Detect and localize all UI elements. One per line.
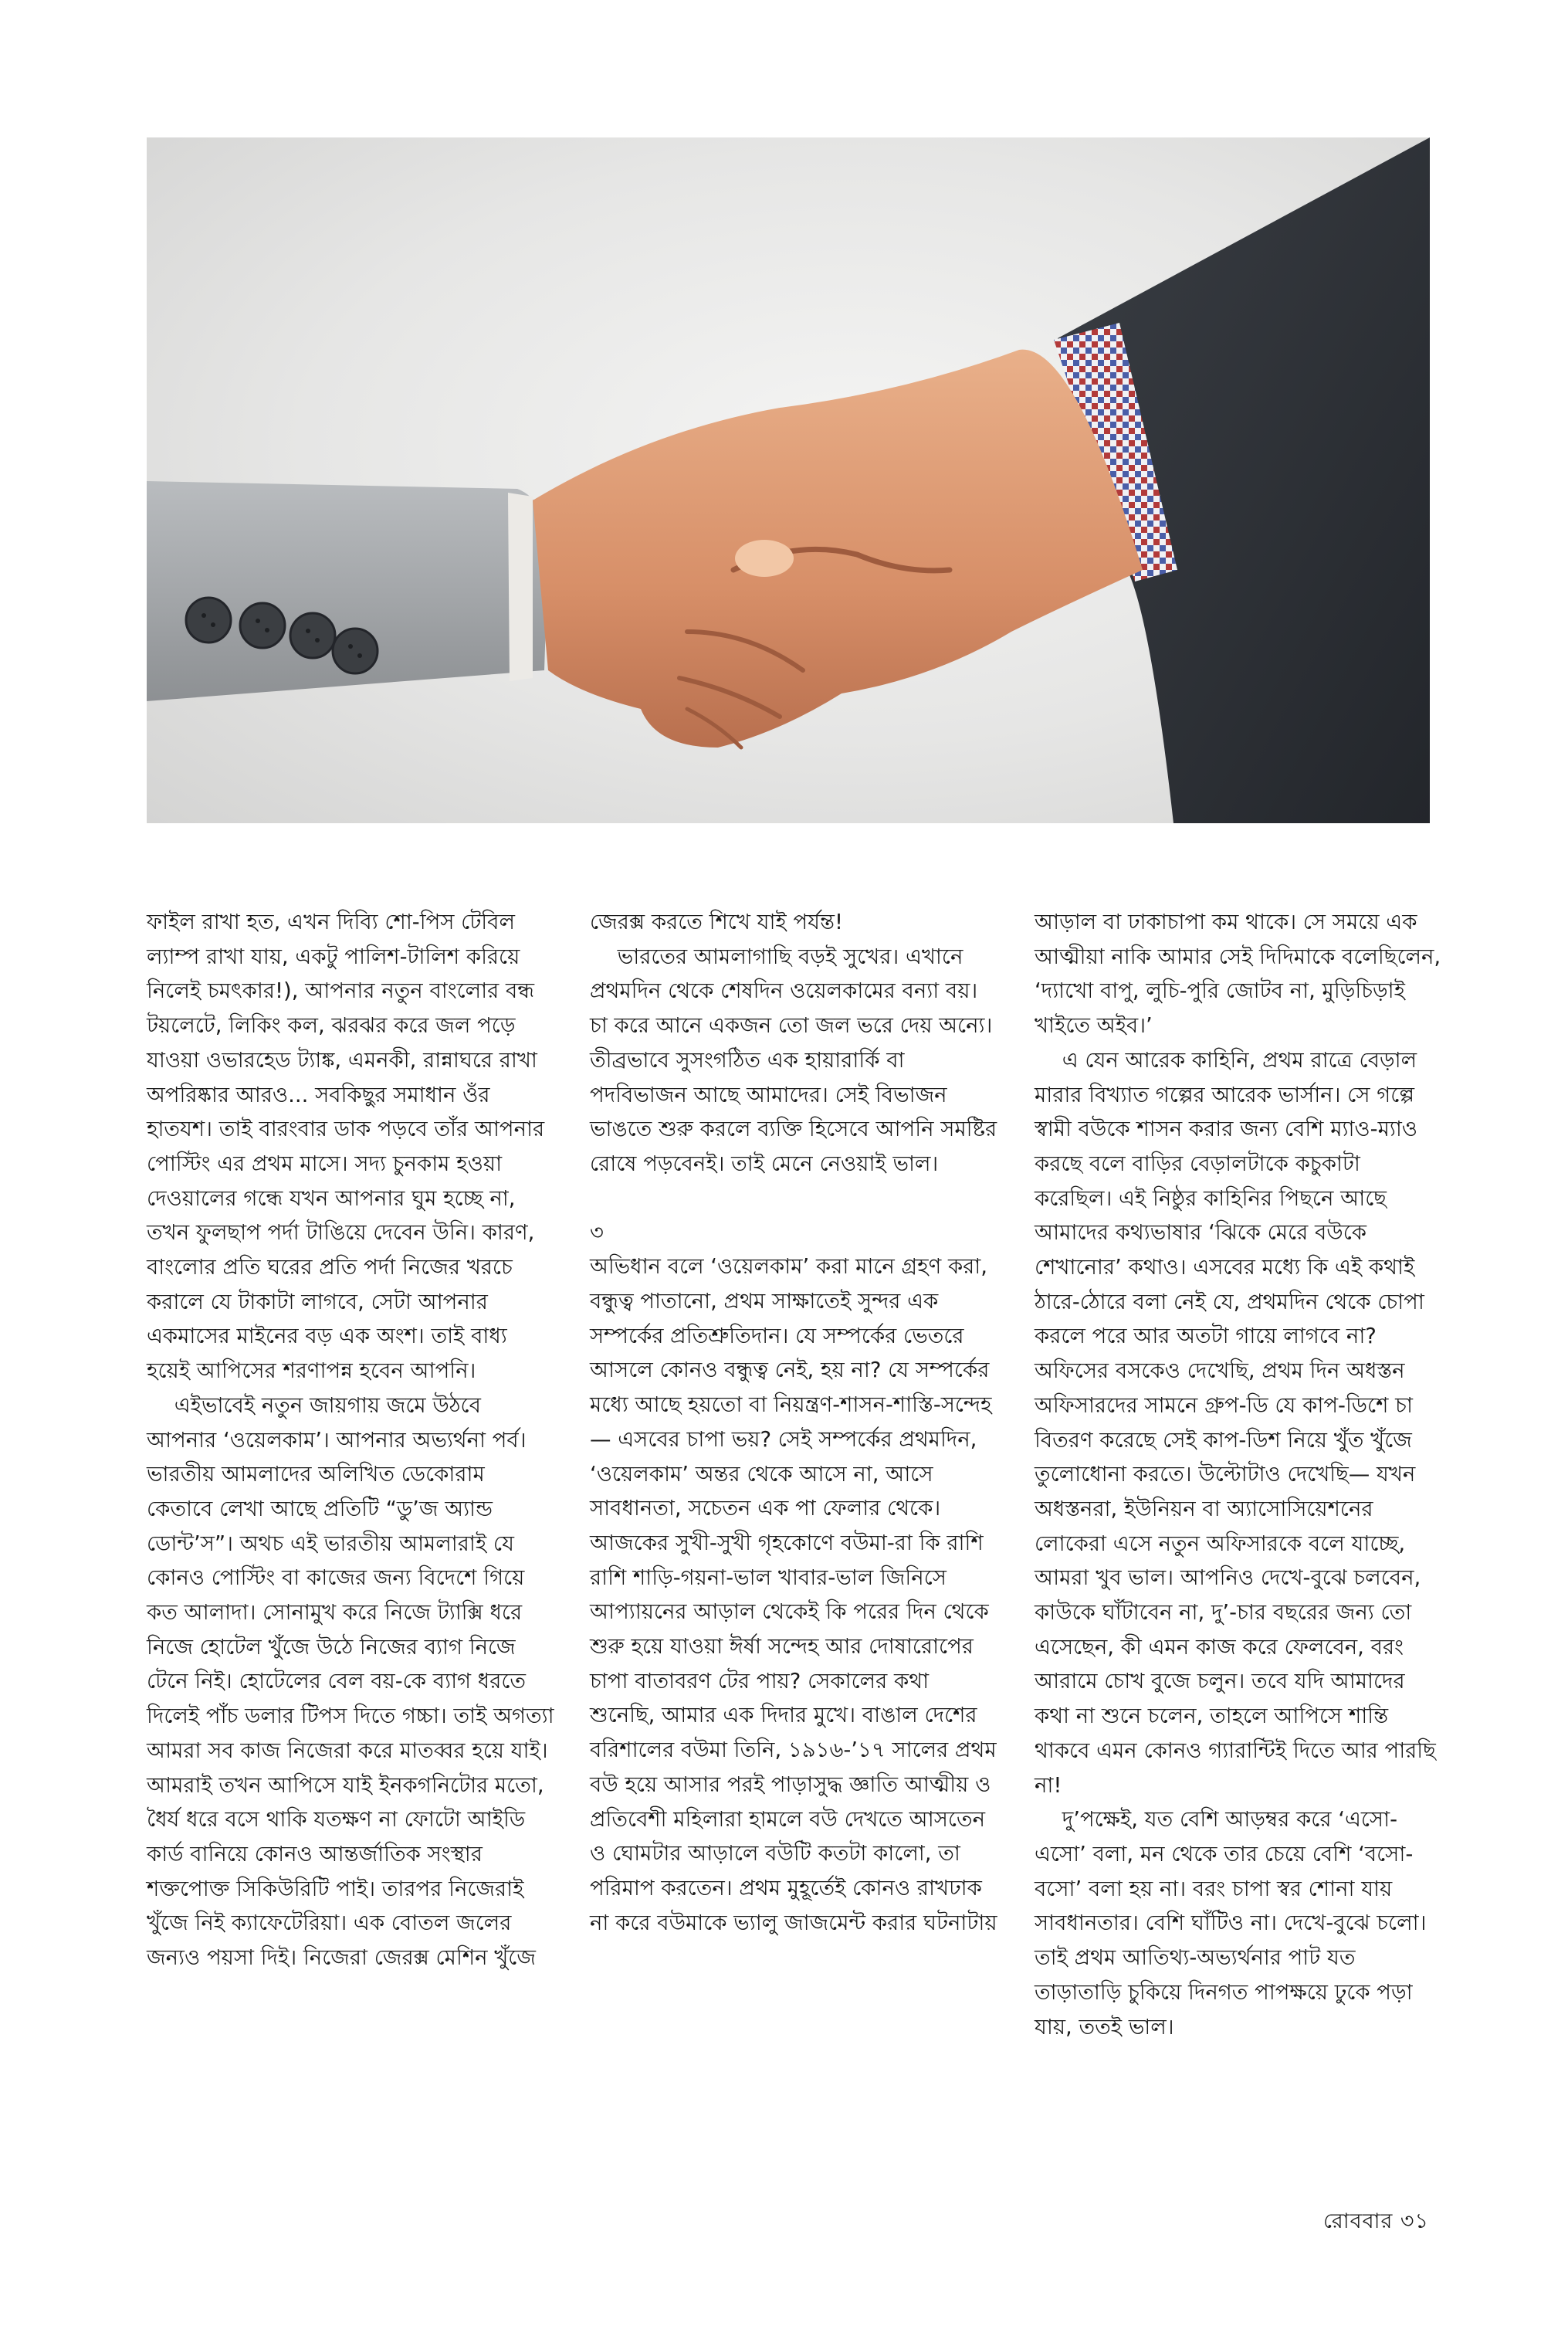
- section-number: ৩: [590, 1219, 604, 1245]
- handshake-illustration: [147, 137, 1430, 823]
- page-folio: রোববার ৩১: [1322, 2209, 1429, 2233]
- paragraph: ফাইল রাখা হত, এখন দিব্যি শো-পিস টেবিল ল্যাম্প রাখা যায়, একটু পালিশ-টালিশ করিয়ে নিলেই চমৎকার!), আপনার নতুন বাংলোর বন্ধ টয়লেটে, লিকিং কল, ঝরঝর করে জল পড়ে যাওয়া ওভারহেড ট্যাঙ্ক, এমনকী, রান্নাঘরে রাখা অপরিষ্কার আরও... সবকিছুর সমাধান ওঁর হাতযশ। তাই বারংবার ডাক পড়বে তাঁর আপনার পোস্টিং এর প্রথম মাসে। সদ্য চুনকাম হওয়া দেওয়ালের গন্ধে যখন আপনার ঘুম হচ্ছে না, তখন ফুলছাপ পর্দা টাঙিয়ে দেবেন উনি। কারণ, বাংলোর প্রতি ঘরের প্রতি পর্দা নিজের খরচে করালে যে টাকাটা লাগবে, সেটা আপনার একমাসের মাইনের বড় এক অংশ। তাই বাধ্য হয়েই আপিসের শরণাপন্ন হবেন আপনি।: [147, 910, 545, 1384]
- paragraph: ভারতের আমলাগাছি বড়ই সুখের। এখানে প্রথমদিন থেকে শেষদিন ওয়েলকামের বন্যা বয়। চা করে আনে একজন তো জল ভরে দেয় অন্যে। তীব্রভাবে সুসংগঠিত এক হায়ারার্কি বা পদবিভাজন আছে আমাদের। সেই বিভাজন ভাঙতে শুরু করলে ব্যক্তি হিসেবে আপনি সমষ্টির রোষে পড়বেনই। তাই মেনে নেওয়াই ভাল।: [590, 944, 997, 1176]
- paragraph: এইভাবেই নতুন জায়গায় জমে উঠবে আপনার ‘ওয়েলকাম’। আপনার অভ্যর্থনা পর্ব। ভারতীয় আমলাদের অলিখিত ডেকোরাম কেতাবে লেখা আছে প্রতিটি “ডু’জ অ্যান্ড ডোন্ট’স”। অথচ এই ভারতীয় আমলারাই যে কোনও পোস্টিং বা কাজের জন্য বিদেশে গিয়ে কত আলাদা। সোনামুখ করে নিজে ট্যাক্সি ধরে নিজে হোটেল খুঁজে উঠে নিজের ব্যাগ নিজে টেনে নিই। হোটেলের বেল বয়-কে ব্যাগ ধরতে দিলেই পাঁচ ডলার টিপস দিতে গচ্চা। তাই অগত্যা আমরা সব কাজ নিজেরা করে মাতব্বর হয়ে যাই। আমরাই তখন আপিসে যাই ইনকগনিটোর মতো, ধৈর্য ধরে বসে থাকি যতক্ষণ না ফোটো আইডি কার্ড বানিয়ে কোনও আন্তর্জাতিক সংস্থার শক্তপোক্ত সিকিউরিটি পাই। তারপর নিজেরাই খুঁজে নিই ক্যাফেটেরিয়া। এক বোতল জলের জন্যও পয়সা দিই। নিজেরা জেরক্স মেশিন খুঁজে: [147, 1392, 554, 1971]
- text-column-2: [590, 905, 999, 1940]
- paragraph: আড়াল বা ঢাকাচাপা কম থাকে। সে সময়ে এক আত্মীয়া নাকি আমার সেই দিদিমাকে বলেছিলেন, ‘দ্যাখো বাপু, লুচি-পুরি জোটব না, মুড়িচিড়াই খাইতে অইব।’: [1035, 910, 1441, 1039]
- text-column-1: [147, 905, 556, 1975]
- handshake-photo: [147, 137, 1430, 823]
- paragraph: অভিধান বলে ‘ওয়েলকাম’ করা মানে গ্রহণ করা, বন্ধুত্ব পাতানো, প্রথম সাক্ষাতেই সুন্দর এক সম্পর্কের প্রতিশ্রুতিদান। যে সম্পর্কের ভেতরে আসলে কোনও বন্ধুত্ব নেই, হয় না? যে সম্পর্কের মধ্যে আছে হয়তো বা নিয়ন্ত্রণ-শাসন-শাস্তি-সন্দেহ— এসবের চাপা ভয়? সেই সম্পর্কের প্রথমদিন, ‘ওয়েলকাম’ অন্তর থেকে আসে না, আসে সাবধানতা, সচেতন এক পা ফেলার থেকে। আজকের সুখী-সুখী গৃহকোণে বউমা-রা কি রাশি রাশি শাড়ি-গয়না-ভাল খাবার-ভাল জিনিসে আপ্যায়নের আড়াল থেকেই কি পরের দিন থেকে শুরু হয়ে যাওয়া ঈর্ষা সন্দেহ আর দোষারোপের চাপা বাতাবরণ টের পায়? সেকালের কথা শুনেছি, আমার এক দিদার মুখে। বাঙাল দেশের বরিশালের বউমা তিনি, ১৯১৬-’১৭ সালের প্রথম বউ হয়ে আসার পরই পাড়াসুদ্ধ জ্ঞাতি আত্মীয় ও প্রতিবেশী মহিলারা হামলে বউ দেখতে আসতেন ও ঘোমটার আড়ালে বউটি কতটা কালো, তা পরিমাপ করতেন। প্রথম মুহূর্তেই কোনও রাখঢাক না করে বউমাকে ভ্যালু জাজমেন্ট করার ঘটনাটায়: [590, 1254, 997, 1935]
- paragraph: জেরক্স করতে শিখে যাই পর্যন্ত!: [590, 910, 843, 934]
- text-column-3: [1035, 905, 1444, 2044]
- paragraph: দু’পক্ষেই, যত বেশি আড়ম্বর করে ‘এসো-এসো’ বলা, মন থেকে তার চেয়ে বেশি ‘বসো-বসো’ বলা হয় না। বরং চাপা স্বর শোনা যায় সাবধানতার। বেশি ঘাঁটিও না। দেখে-বুঝে চলো। তাই প্রথম আতিথ্য-অভ্যর্থনার পাট যত তাড়াতাড়ি চুকিয়ে দিনগত পাপক্ষয়ে ঢুকে পড়া যায়, ততই ভাল।: [1035, 1807, 1427, 2039]
- paragraph: এ যেন আরেক কাহিনি, প্রথম রাত্রে বেড়াল মারার বিখ্যাত গল্পের আরেক ভার্সান। সে গল্পে স্বামী বউকে শাসন করার জন্য বেশি ম্যাও-ম্যাও করছে বলে বাড়ির বেড়ালটাকে কচুকাটা করেছিল। এই নিষ্ঠুর কাহিনির পিছনে আছে আমাদের কথ্যভাষার ‘ঝিকে মেরে বউকে শেখানোর’ কথাও। এসবের মধ্যে কি এই কথাই ঠারে-ঠোরে বলা নেই যে, প্রথমদিন থেকে চোপা করলে পরে আর অতটা গায়ে লাগবে না? অফিসের বসকেও দেখেছি, প্রথম দিন অধস্তন অফিসারদের সামনে গ্রুপ-ডি যে কাপ-ডিশে চা বিতরণ করেছে সেই কাপ-ডিশ নিয়ে খুঁত খুঁজে তুলোধোনা করতে। উল্টোটাও দেখেছি— যখন অধস্তনরা, ইউনিয়ন বা অ্যাসোসিয়েশনের লোকেরা এসে নতুন অফিসারকে বলে যাচ্ছে, আমরা খুব ভাল। আপনিও দেখে-বুঝে চলবেন, কাউকে ঘাঁটাবেন না, দু’-চার বছরের জন্য তো এসেছেন, কী এমন কাজ করে ফেলবেন, বরং আরামে চোখ বুজে চলুন। তবে যদি আমাদের কথা না শুনে চলেন, তাহলে আপিসে শান্তি থাকবে এমন কোনও গ্যারান্টিই দিতে আর পারছি না!: [1035, 1047, 1436, 1798]
